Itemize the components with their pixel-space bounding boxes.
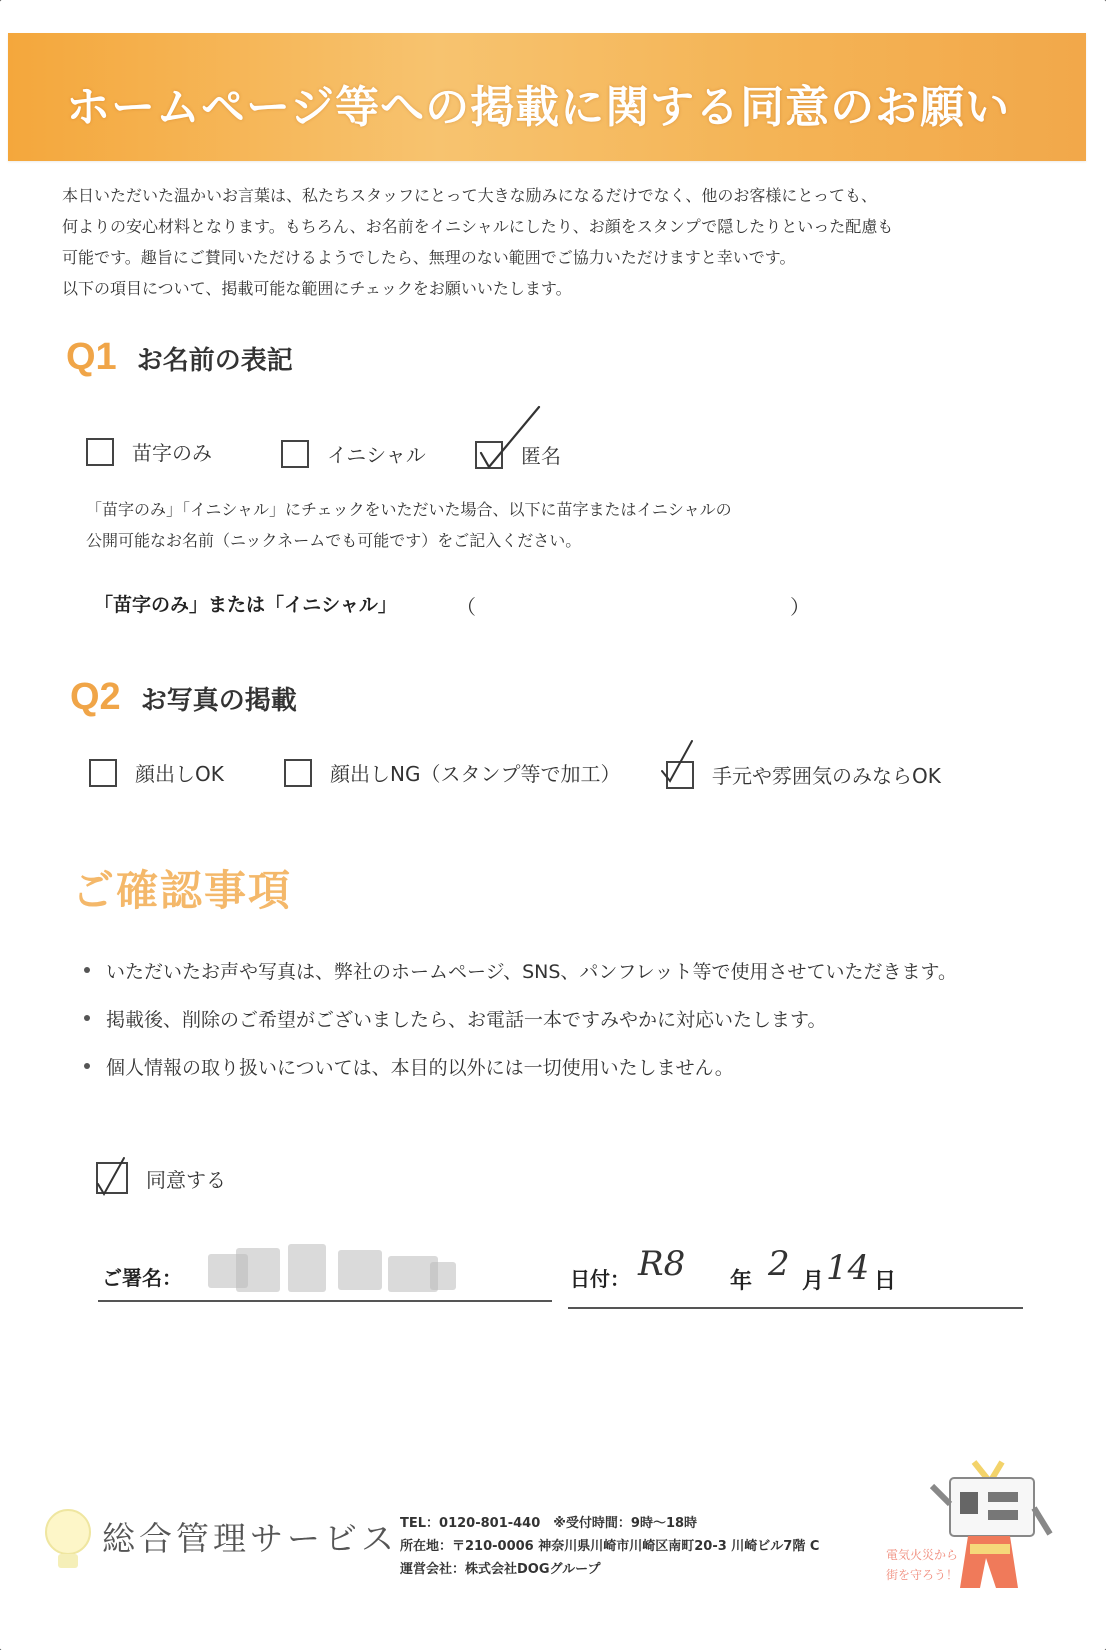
nickname-paren-close: ） <box>790 595 810 619</box>
q2-option-hands-only[interactable] <box>666 760 941 789</box>
checkbox[interactable] <box>284 759 312 787</box>
checkbox[interactable] <box>281 440 309 468</box>
note-line: 公開可能なお名前（ニックネームでも可能です）をご記入ください。 <box>86 531 582 550</box>
q2-heading <box>70 676 297 719</box>
date-year-handwritten: R8 <box>638 1244 686 1284</box>
date-month-unit: 月 <box>802 1269 825 1294</box>
item-text: 個人情報の取り扱いについては、本目的以外には一切使用いたしません。 <box>106 1056 734 1079</box>
q1-number: Q1 <box>66 336 117 378</box>
q2-option-face-ok[interactable] <box>89 758 224 787</box>
info-line: 所在地：〒210-0006 神奈川県川崎市川崎区南町20-3 川崎ビル7階 C <box>400 1539 820 1554</box>
q1-note <box>86 494 732 556</box>
q1-option-anonymous[interactable] <box>475 440 561 469</box>
date-year-unit: 年 <box>730 1269 753 1294</box>
item-text: いただいたお声や写真は、弊社のホームページ、SNS、パンフレット等で使用させていただきます。 <box>106 960 957 983</box>
title-banner <box>8 33 1086 161</box>
checkbox-checked[interactable] <box>475 441 503 469</box>
intro-line: 以下の項目について、掲載可能な範囲にチェックをお願いいたします。 <box>62 279 572 298</box>
intro-paragraph <box>62 180 1042 304</box>
checkmark-icon <box>660 737 720 797</box>
list-item <box>84 1042 957 1090</box>
checkbox[interactable] <box>86 438 114 466</box>
date-label: 日付： <box>570 1267 630 1291</box>
company-info <box>400 1512 819 1581</box>
checkmark-icon <box>477 403 557 483</box>
option-label: 顔出しOK <box>135 762 224 786</box>
checkbox-checked[interactable] <box>666 761 694 789</box>
intro-line: 本日いただいた温かいお言葉は、私たちスタッフにとって大きな励みになるだけでなく、他のお客様にとっても、 <box>62 186 878 205</box>
date-line[interactable] <box>568 1307 1023 1309</box>
nickname-label: 「苗字のみ」または「イニシャル」 <box>94 594 397 616</box>
list-item <box>84 994 957 1042</box>
q1-option-initial[interactable] <box>281 439 426 468</box>
company-name: 総合管理サービス <box>102 1519 398 1558</box>
q1-option-surname[interactable] <box>86 437 212 466</box>
checkmark-icon <box>94 1154 134 1200</box>
option-label: 苗字のみ <box>132 441 212 465</box>
date-month-handwritten: 2 <box>768 1244 790 1284</box>
checkbox[interactable] <box>89 759 117 787</box>
agree-checkbox-row[interactable] <box>96 1162 226 1194</box>
date-day-handwritten: 14 <box>826 1248 870 1288</box>
option-label: イニシャル <box>327 443 426 467</box>
lightbulb-logo-icon <box>38 1500 98 1580</box>
q1-title: お名前の表記 <box>136 346 293 376</box>
option-label: 手元や雰囲気のみならOK <box>712 764 941 788</box>
q2-number: Q2 <box>70 676 121 718</box>
agree-label: 同意する <box>146 1167 226 1192</box>
slogan-line: 電気火災から <box>886 1548 959 1562</box>
info-line: TEL：0120-801-440 ※受付時間：9時～18時 <box>400 1516 698 1531</box>
option-label: 顔出しNG（スタンプ等で加工） <box>330 762 621 786</box>
bullet-icon <box>84 1063 90 1069</box>
nickname-paren-open: （ <box>456 595 476 619</box>
page-title: ホームページ等への掲載に関する同意のお願い <box>66 82 1011 133</box>
intro-line: 可能です。趣旨にご賛同いただけるようでしたら、無理のない範囲でご協力いただけますと幸いです。 <box>62 248 796 267</box>
q2-option-face-ng[interactable] <box>284 758 620 787</box>
option-label: 匿名 <box>521 444 561 468</box>
bullet-icon <box>84 967 90 973</box>
agree-checkbox[interactable] <box>96 1162 128 1194</box>
slogan-line: 街を守ろう！ <box>886 1568 959 1582</box>
list-item <box>84 946 957 994</box>
confirm-heading: ご確認事項 <box>72 866 293 915</box>
q1-heading <box>66 336 293 379</box>
item-text: 掲載後、削除のご希望がございましたら、お電話一本ですみやかに対応いたします。 <box>106 1008 827 1031</box>
confirm-list <box>84 946 957 1090</box>
q2-title: お写真の掲載 <box>140 686 297 716</box>
date-day-unit: 日 <box>874 1269 897 1294</box>
intro-line: 何よりの安心材料となります。もちろん、お名前をイニシャルにしたり、お顔をスタンプで隠したりといった配慮も <box>62 217 894 236</box>
signature-line[interactable] <box>98 1300 552 1302</box>
signature-redacted <box>208 1240 458 1296</box>
info-line: 運営会社：株式会社DOGグループ <box>400 1562 601 1577</box>
bullet-icon <box>84 1015 90 1021</box>
outlet-mascot-icon <box>930 1448 1070 1618</box>
signature-label: ご署名： <box>102 1266 182 1290</box>
note-line: 「苗字のみ」「イニシャル」にチェックをいただいた場合、以下に苗字またはイニシャルの <box>86 500 732 519</box>
nickname-field[interactable] <box>480 588 780 618</box>
